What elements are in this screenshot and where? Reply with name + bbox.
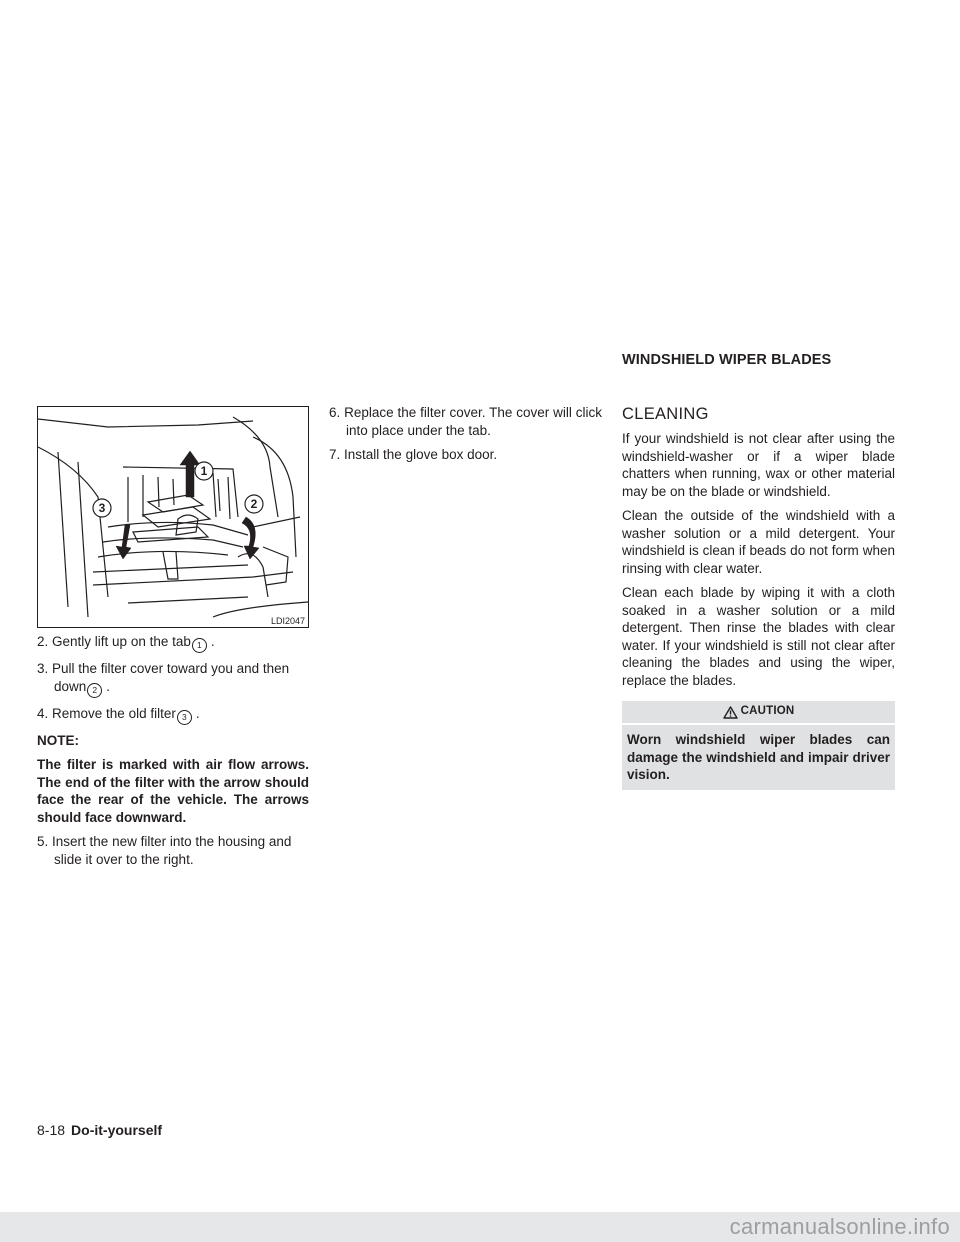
cleaning-heading: CLEANING: [622, 405, 709, 423]
step-4: 4. Remove the old filter 3 .: [37, 705, 309, 725]
page-number: 8-18: [37, 1122, 66, 1138]
step-2: 2. Gently lift up on the tab 1 .: [37, 633, 309, 653]
caution-header: [622, 701, 895, 723]
filter-illustration: [37, 406, 309, 628]
figure-code: LDI2047: [270, 616, 305, 626]
column-3: [622, 404, 895, 790]
note-label: NOTE:: [37, 732, 79, 748]
section-heading: WINDSHIELD WIPER BLADES: [622, 352, 832, 368]
cleaning-paragraph-3: Clean each blade by wiping it with a cloth soaked in a washer solution or a mild detergent. Then rinse the blades with clear water. If your windshield is still not clear after cleaning the blades and using the wiper, replace the blades.: [622, 585, 895, 688]
step-6: 6. Replace the filter cover. The cover will click into place under the tab.: [329, 405, 602, 438]
column-2: [329, 404, 602, 471]
note-text: The filter is marked with air flow arrows. The end of the filter with the arrow should face the rear of the vehicle. The arrows should face downward.: [37, 757, 309, 825]
cleaning-paragraph-2: Clean the outside of the windshield with a washer solution or a mild detergent. Your windshield is clean if beads do not form when rinsing with clear water.: [622, 508, 895, 576]
cabin-filter-drawing: [38, 407, 308, 627]
step-5: 5. Insert the new filter into the housing and slide it over to the right.: [37, 834, 292, 867]
caution-label: CAUTION: [740, 705, 795, 718]
cleaning-paragraph-1: If your windshield is not clear after using the windshield-washer or if a wiper blade chatters when running, wax or other material may be on the blade or windshield.: [622, 431, 895, 499]
page-footer: [37, 1122, 162, 1140]
caution-text: Worn windshield wiper blades can damage the windshield and impair driver vision.: [627, 732, 890, 782]
callout-3-label: 3: [98, 501, 106, 515]
circled-ref-1: 1: [192, 638, 207, 653]
warning-triangle-icon: [723, 706, 738, 719]
step-7: 7. Install the glove box door.: [329, 447, 498, 462]
watermark: carmanualsonline.info: [0, 1212, 960, 1242]
column-1: [37, 633, 309, 875]
step-3: 3. Pull the filter cover toward you and then down 2 .: [37, 660, 309, 698]
caution-box: [622, 701, 895, 790]
callout-1-label: 1: [200, 464, 208, 478]
circled-ref-3: 3: [177, 710, 192, 725]
callout-2-label: 2: [250, 497, 258, 511]
chapter-title: Do-it-yourself: [71, 1122, 163, 1138]
circled-ref-2: 2: [87, 683, 102, 698]
